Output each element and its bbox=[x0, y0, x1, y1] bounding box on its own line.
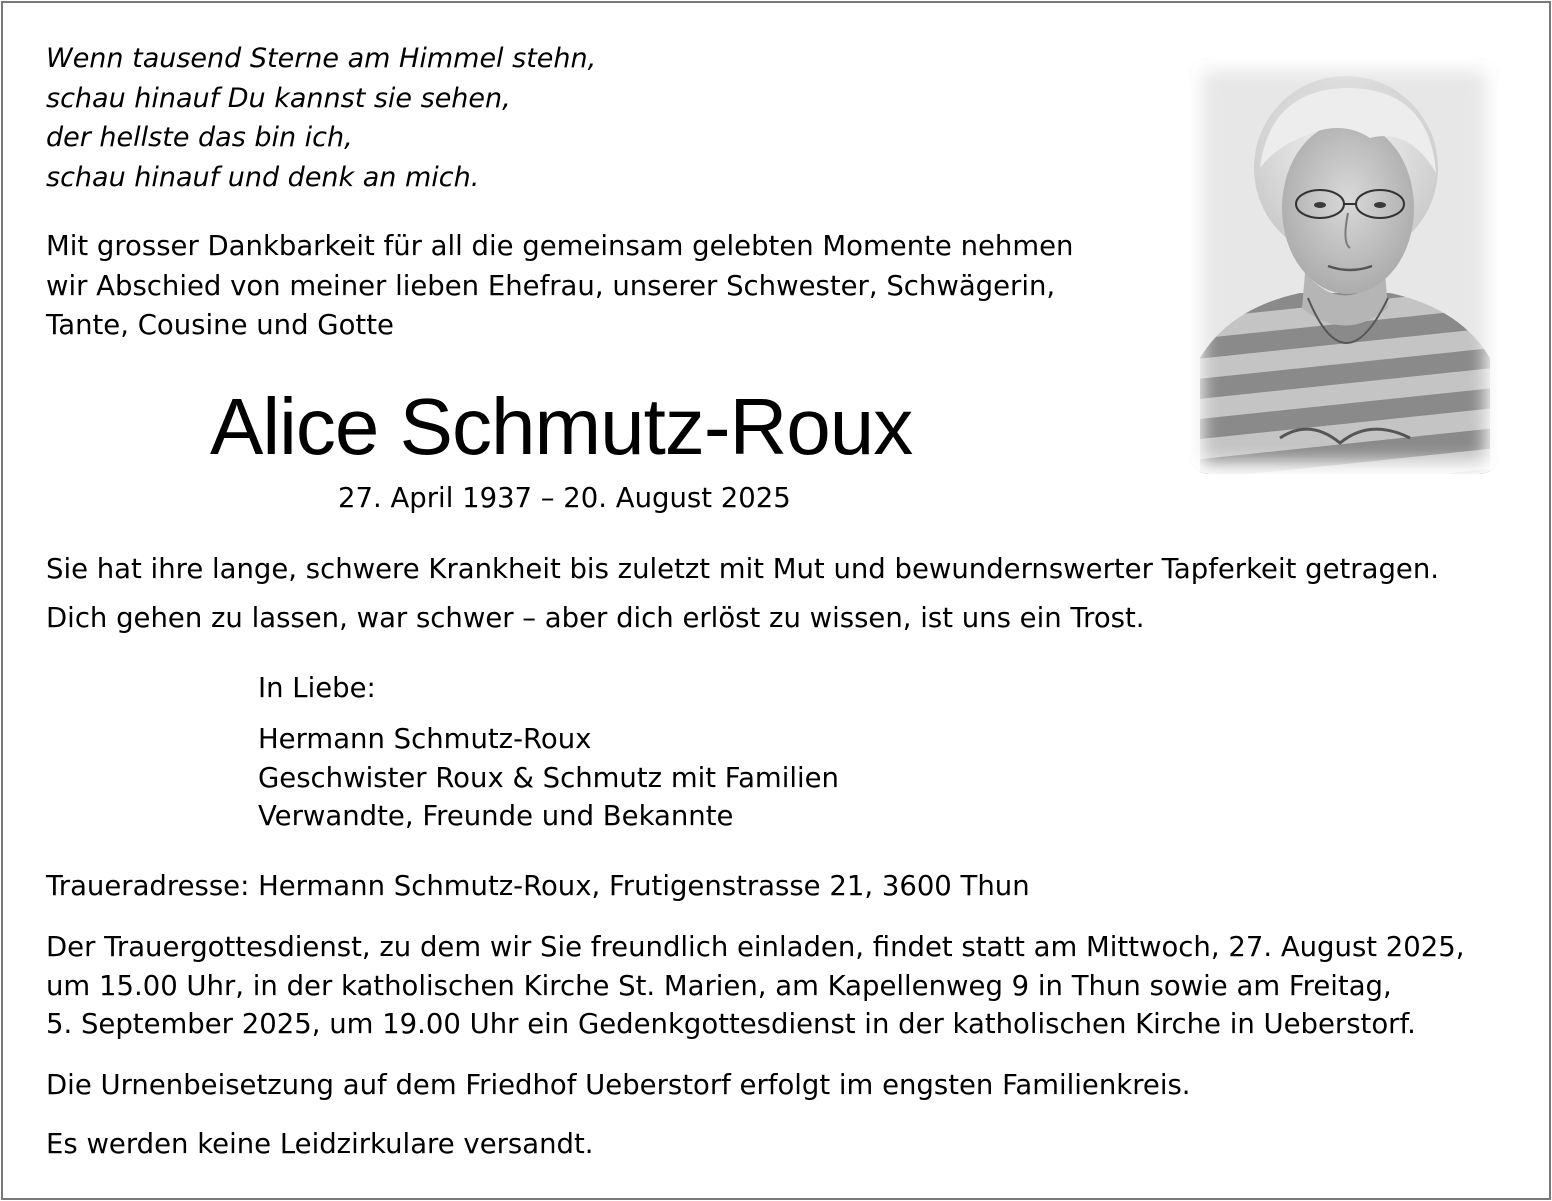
portrait-illustration bbox=[1190, 58, 1498, 474]
intro-line: wir Abschied von meiner lieben Ehefrau, unserer Schwester, Schwägerin, bbox=[46, 269, 1056, 302]
portrait-photo bbox=[1190, 58, 1498, 474]
life-dates: 27. April 1937 – 20. August 2025 bbox=[338, 482, 791, 514]
service-line: Der Trauergottesdienst, zu dem wir Sie freundlich einladen, findet statt am Mittwoch, 27. August 2025, bbox=[46, 931, 1465, 963]
deceased-name: Alice Schmutz-Roux bbox=[210, 382, 913, 471]
mourner-item: Geschwister Roux & Schmutz mit Familien bbox=[258, 761, 839, 794]
intro-line: Mit grosser Dankbarkeit für all die gemeinsam gelebten Momente nehmen bbox=[46, 230, 1074, 262]
mourners-list bbox=[258, 720, 839, 836]
intro-line: Tante, Cousine und Gotte bbox=[46, 309, 394, 341]
no-circulars-note: Es werden keine Leidzirkulare versandt. bbox=[46, 1128, 594, 1160]
poem-line: Wenn tausend Sterne am Himmel stehn, bbox=[46, 43, 597, 74]
service-line: um 15.00 Uhr, in der katholischen Kirche St. Marien, am Kapellenweg 9 in Thun sowie am Freitag, bbox=[46, 969, 1392, 1002]
in-love-label: In Liebe: bbox=[258, 672, 376, 704]
intro-paragraph bbox=[46, 227, 1073, 346]
poem-line: der hellste das bin ich, bbox=[46, 122, 353, 153]
poem bbox=[46, 39, 596, 197]
poem-line: schau hinauf und denk an mich. bbox=[46, 161, 480, 193]
illness-statement: Sie hat ihre lange, schwere Krankheit bis zuletzt mit Mut und bewundernswerter Tapferkeit getragen. bbox=[46, 553, 1439, 585]
mourning-address: Traueradresse: Hermann Schmutz-Roux, Frutigenstrasse 21, 3600 Thun bbox=[46, 870, 1030, 902]
mourner-item: Verwandte, Freunde und Bekannte bbox=[258, 800, 734, 832]
mourner-item: Hermann Schmutz-Roux bbox=[258, 723, 592, 755]
service-line: 5. September 2025, um 19.00 Uhr ein Gedenkgottesdienst in der katholischen Kirche in Ueberstorf. bbox=[46, 1008, 1416, 1040]
service-announcement bbox=[46, 928, 1465, 1044]
relief-statement: Dich gehen zu lassen, war schwer – aber dich erlöst zu wissen, ist uns ein Trost. bbox=[46, 602, 1145, 634]
poem-line: schau hinauf Du kannst sie sehen, bbox=[46, 82, 511, 114]
urn-burial-note: Die Urnenbeisetzung auf dem Friedhof Ueberstorf erfolgt im engsten Familienkreis. bbox=[46, 1069, 1191, 1101]
